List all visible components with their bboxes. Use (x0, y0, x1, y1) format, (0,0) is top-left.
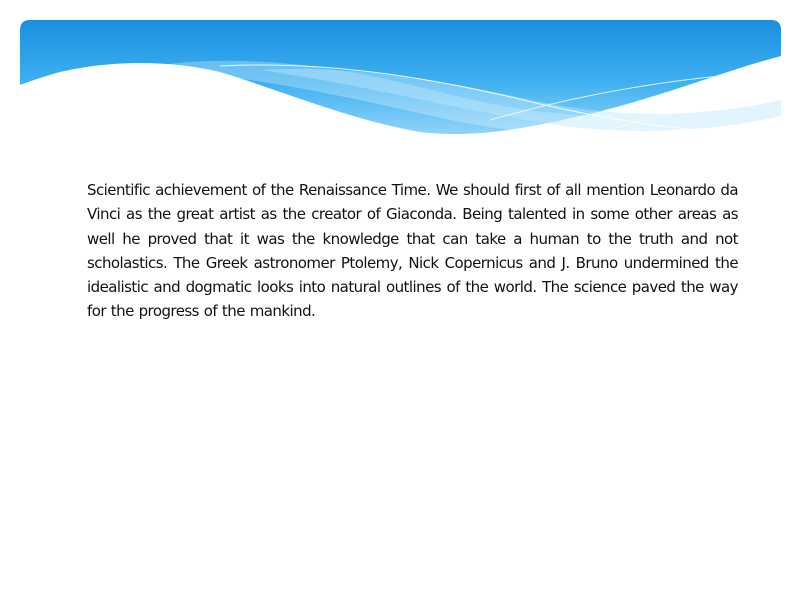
body-paragraph: Scientific achievement of the Renaissance Time. We should first of all mention Leonardo da Vinci as the great artist as the creator of Giaconda. Being talented in some other areas as well he proved that it was the knowledge that can take a human to the truth and not scholastics. The Greek astronomer Ptolemy, Nick Copernicus and J. Bruno undermined the idealistic and dogmatic looks into natural outlines of the world. The science paved the way for the progress of the mankind. (87, 181, 738, 321)
header-wave-banner (20, 20, 781, 140)
